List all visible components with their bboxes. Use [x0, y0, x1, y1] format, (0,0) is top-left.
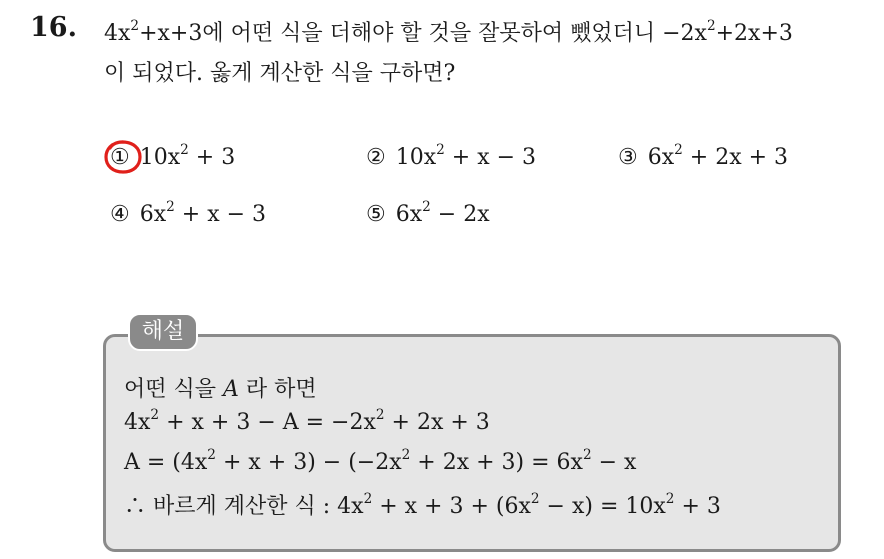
solution-line-3: $A = (4x^2 + x + 3) - (-2x^2 + 2x + 3) = 6x^2 - x$: [124, 446, 637, 475]
choice-number: ①: [110, 145, 130, 170]
solution-tab: 해설: [128, 313, 198, 351]
choice-1[interactable]: ① $10x^2 + 3$: [110, 141, 236, 170]
choice-number: ④: [110, 202, 130, 227]
choice-5[interactable]: ⑤ $6x^2 - 2x$: [366, 198, 490, 227]
choice-number: ⑤: [366, 202, 386, 227]
question-line-1: [104, 16, 793, 47]
solution-line-2: $4x^2 + x + 3 - A = -2x^2 + 2x + 3$: [124, 406, 490, 435]
solution-line-4: ∴ 바르게 계산한 식 : $4x^2 + x + 3 + (6x^2 - x) = 10x^2 + 3$: [124, 490, 721, 519]
question-line-2: 이 되었다. 옳게 계산한 식을 구하면?: [104, 61, 456, 86]
solution-line-1: 어떤 식을 A 라 하면: [124, 377, 317, 402]
choice-number: ②: [366, 145, 386, 170]
question-expr-1: $4x^2+x+3$: [104, 17, 203, 46]
choice-3[interactable]: ③ $6x^2 + 2x + 3$: [618, 141, 789, 170]
choice-number: ③: [618, 145, 638, 170]
question-number: 16.: [30, 12, 77, 43]
choice-4[interactable]: ④ $6x^2 + x - 3$: [110, 198, 267, 227]
choice-2[interactable]: ② $10x^2 + x - 3$: [366, 141, 537, 170]
question-text-1: 에 어떤 식을 더해야 할 것을 잘못하여 뺐었더니: [202, 21, 656, 46]
question-expr-2: $-2x^2+2x+3$: [662, 17, 793, 46]
